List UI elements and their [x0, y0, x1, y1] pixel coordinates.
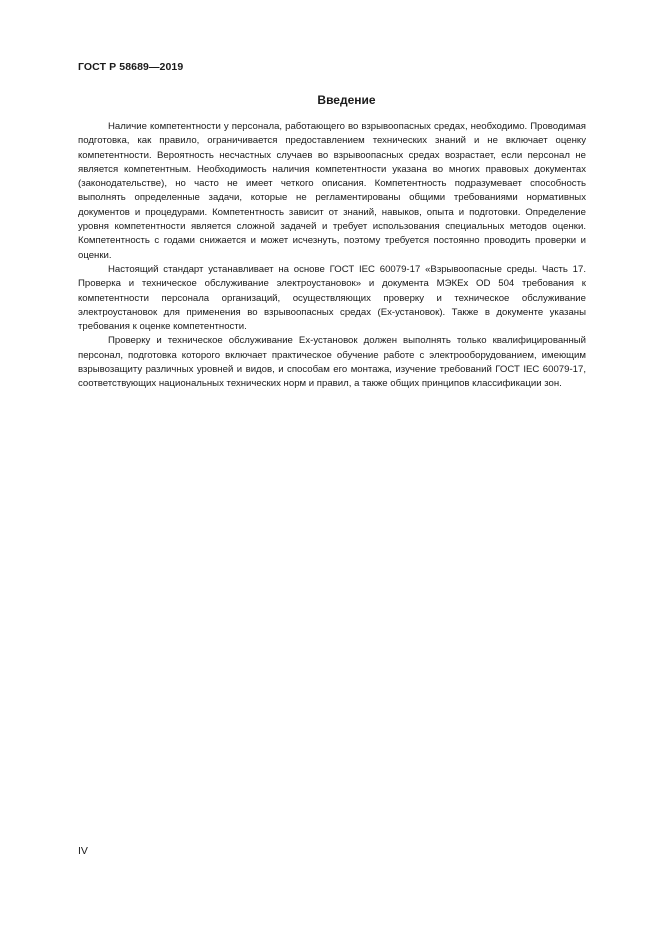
- paragraph-standard-scope: Настоящий стандарт устанавливает на основе ГОСТ IEC 60079-17 «Взрывоопасные среды. Часть 17. Проверка и техническое обслуживание электроустановок» и документа МЭКЕх OD 504 требования к компетентности персонала организаций, осуществляющих проверку и техническое обслуживание электроустановок для применения во взрывоопасных средах (Ex-установок). Также в документе указаны требования к оценке компетентности.: [78, 263, 586, 333]
- paragraph-qualified-personnel: Проверку и техническое обслуживание Ex-установок должен выполнять только квалифицированный персонал, подготовка которого включает практическое обучение работе с электрооборудованием, имеющим взрывозащиту различных уровней и видов, и способам его монтажа, изучение требований ГОСТ IEC 60079-17, соответствующих национальных технических норм и правил, а также общих принципов классификации зон.: [78, 335, 586, 390]
- section-title: Введение: [317, 93, 376, 107]
- document-header: ГОСТ Р 58689—2019: [78, 61, 184, 73]
- document-body: [78, 120, 586, 392]
- paragraph-competence-necessity: Наличие компетентности у персонала, работающего во взрывоопасных средах, необходимо. Проводимая подготовка, как правило, ограничивается предоставлением технических знаний и не включает оценку компетентности. Вероятность несчастных случаев во взрывоопасных средах возрастает, если персонал не является компетентным. Необходимость наличия компетентности указана во многих правовых документах (законодательстве), но часто не имеет четкого описания. Компетентность подразумевает способность выполнять определенные задачи, которые не регламентированы общими требованиями нормативных документов и процедурами. Компетентность зависит от знаний, навыков, опыта и подготовки. Определение уровня компетентности является сложной задачей и требует использования специальных методов оценки. Компетентность с годами снижается и может исчезнуть, поэтому требуется постоянно проводить проверки и оценки.: [78, 121, 586, 261]
- page-number: IV: [78, 845, 88, 857]
